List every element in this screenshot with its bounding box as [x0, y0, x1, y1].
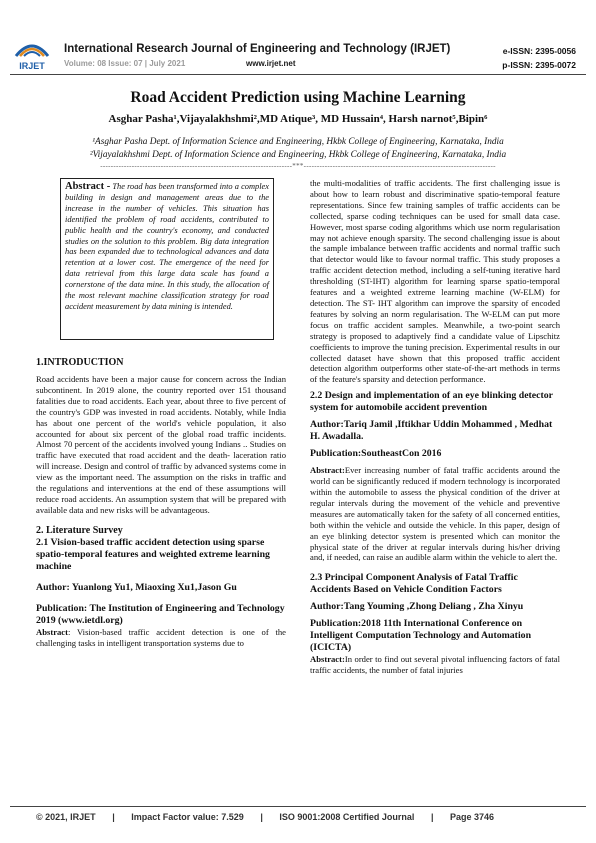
journal-name: International Research Journal of Engineering and Technology (IRJET) — [64, 43, 451, 55]
footer-copyright: © 2021, IRJET — [36, 812, 96, 822]
section-2-3-heading: 2.3 Principal Component Analysis of Fatal Traffic Accidents Based on Vehicle Condition Factors — [310, 572, 518, 596]
introduction-heading: 1.INTRODUCTION — [36, 357, 124, 368]
right-column — [310, 178, 560, 676]
section-2-1-heading: 2.1 Vision-based traffic accident detection using sparse spatio-temporal features and weighted extreme learning machine — [36, 536, 270, 572]
section-2-2-publication: Publication:SoutheastCon 2016 — [310, 448, 442, 460]
abstract-text: The road has been transformed into a complex building in design and management areas due to the increase in the number of vehicles. This situation has identified the problem of road accidents, contributed to public health and the country's economy, and conducted studies on the solution to this problem. Big data integration has been expanded due to technological advances and data retention at a lower cost. The emergence of the need for data retrieval from this large data scale has found a cornerstone of the data mine. In this study, the allocation of the most relevant machine classification strategy for road accident measurement by data mining is intended. — [65, 182, 269, 311]
abstract-box — [60, 178, 274, 340]
footer-impact-factor: Impact Factor value: 7.529 — [131, 812, 244, 822]
author-list: Asghar Pasha¹,Vijayalakhshmi²,MD Atique³, MD Hussain⁴, Harsh narnot⁵,Bipin⁶ — [108, 113, 488, 125]
footer-rule — [10, 806, 586, 807]
journal-header — [10, 40, 586, 72]
footer-separator: | — [112, 812, 115, 822]
eissn: e-ISSN: 2395-0056 — [502, 46, 576, 56]
abstract-label: Abstract: — [310, 654, 345, 665]
abstract-label: Abstract — [36, 626, 68, 637]
page-footer — [36, 812, 576, 822]
abstract-label: Abstract: — [310, 465, 345, 476]
svg-text:IRJET: IRJET — [19, 61, 45, 71]
footer-iso: ISO 9001:2008 Certified Journal — [279, 812, 415, 822]
section-2-2-authors: Author:Tariq Jamil ,Iftikhar Uddin Mohammed , Medhat H. Awadalla. — [310, 419, 553, 443]
left-column — [36, 357, 286, 649]
section-2-1-publication: Publication: The Institution of Engineering and Technology 2019 (www.ietdl.org) — [36, 602, 285, 626]
section-2-3-abstract — [310, 654, 560, 676]
section-2-2-abstract — [310, 465, 560, 563]
abstract-label: Abstract - — [65, 181, 111, 192]
section-2-1-abstract — [36, 627, 286, 649]
pissn: p-ISSN: 2395-0072 — [502, 60, 576, 70]
footer-separator: | — [430, 812, 434, 822]
header-rule — [10, 74, 586, 75]
affiliation-2: ²Vijayalakhshmi Dept. of Information Science and Engineering, Hkbk College of Engineering, Karnataka, India — [89, 150, 507, 160]
journal-website[interactable]: www.irjet.net — [246, 59, 296, 68]
section-2-1-authors: Author: Yuanlong Yu1, Miaoxing Xu1,Jason Gu — [36, 581, 237, 593]
paper-title: Road Accident Prediction using Machine Learning — [130, 89, 466, 106]
abstract-text: In order to find out several pivotal influencing factors of fatal traffic accidents, the number of fatal injuries — [310, 654, 560, 676]
abstract-text: : Vision-based traffic accident detection is one of the challenging tasks in intelligent transportation systems due to — [36, 626, 286, 648]
abstract-text: Ever increasing number of fatal traffic accidents around the world can be significantly reduced if modern technology is incorporated within the automobile to assess the physical condition of the driver at regular intervals during the movement of the vehicle and preventive measures are automatically taken for the safety of all concerned entities, both within the vehicle and outside the vehicle. In this paper, design of an eye blinking detector system is presented which can monitor the physical state of the driver at regular intervals during his/her driving and, if needed, can raise an audible alarm within the vehicle to alert the. — [310, 465, 560, 563]
literature-survey-heading: 2. Literature Survey — [36, 524, 123, 536]
section-2-3-authors: Author:Tang Youming ,Zhong Deliang , Zha Xinyu — [310, 601, 524, 613]
volume-issue: Volume: 08 Issue: 07 | July 2021 — [64, 59, 186, 68]
footer-separator: | — [260, 812, 263, 822]
section-separator: -------------------------------------------------------------------------***------------------------------------------------------------------------- — [100, 162, 496, 170]
section-2-1-continued: the multi-modalities of traffic accidents. The first challenging issue is about how to learn robust and discriminative spatio-temporal feature representations. Since few training samples of traffic accidents can be collected, sparse coding techniques can be used for small data case. However, most sparse coding algorithms which use norm regularisation may not achieve enough sparsity. The second challenging issue is about the sample imbalance between traffic accidents and normal traffic such that detector would like to favour normal traffic. This study proposes a traffic accident detection method, including a self-tuning iterative hard thresholding (ST-IHT) algorithm for learning sparse spatio-temporal features and a weighted extreme learning machine (W-ELM) for detection. The ST- IHT algorithm can improve the sparsity of encoded features by solving an norm regularisation. The W-ELM can put more focus on traffic accident samples. Meanwhile, a two-point search strategy is proposed to adaptively find a candidate value of Lipschitz coefficients to improve the tuning precision. Experimental results in our collected dataset have shown that this proposed traffic accident detection algorithm outperforms other state-of-the-art methods in terms of the feature's sparsity and detection performance. — [310, 178, 560, 385]
introduction-text: Road accidents have been a major cause for concern across the Indian subcontinent. In 2019 alone, the country reported over 151 thousand fatalities due to road accidents. Each year, about three to five percent of the country's GDP was invested in road accidents. Notably, while India has about one percent of the world's vehicle population, it also accounted for about six percent of the global road traffic incidents. Almost 70 percent of the accidents involved young Indians .. Studies on traffic have executed that road accident and the death- laceration ratio will increase. Design and control of traffic by advanced systems come in view as the important need. The assumption on the risks in traffic and the regulations and interventions at the end of these assumptions will reduce road accidents. An assumption system that will be prepared with available data and new risks will be advantageous. — [36, 374, 286, 515]
section-2-2-heading: 2.2 Design and implementation of an eye blinking detector system for automobile accident prevention — [310, 390, 553, 414]
footer-page-number: Page 3746 — [449, 812, 495, 822]
irjet-logo — [10, 40, 54, 72]
section-2-3-publication: Publication:2018 11th International Conference on Intelligent Computation Technology and Automation (ICICTA) — [310, 618, 532, 654]
affiliation-1: ¹Asghar Pasha Dept. of Information Science and Engineering, Hkbk College of Engineering, Karnataka, India — [92, 137, 504, 147]
